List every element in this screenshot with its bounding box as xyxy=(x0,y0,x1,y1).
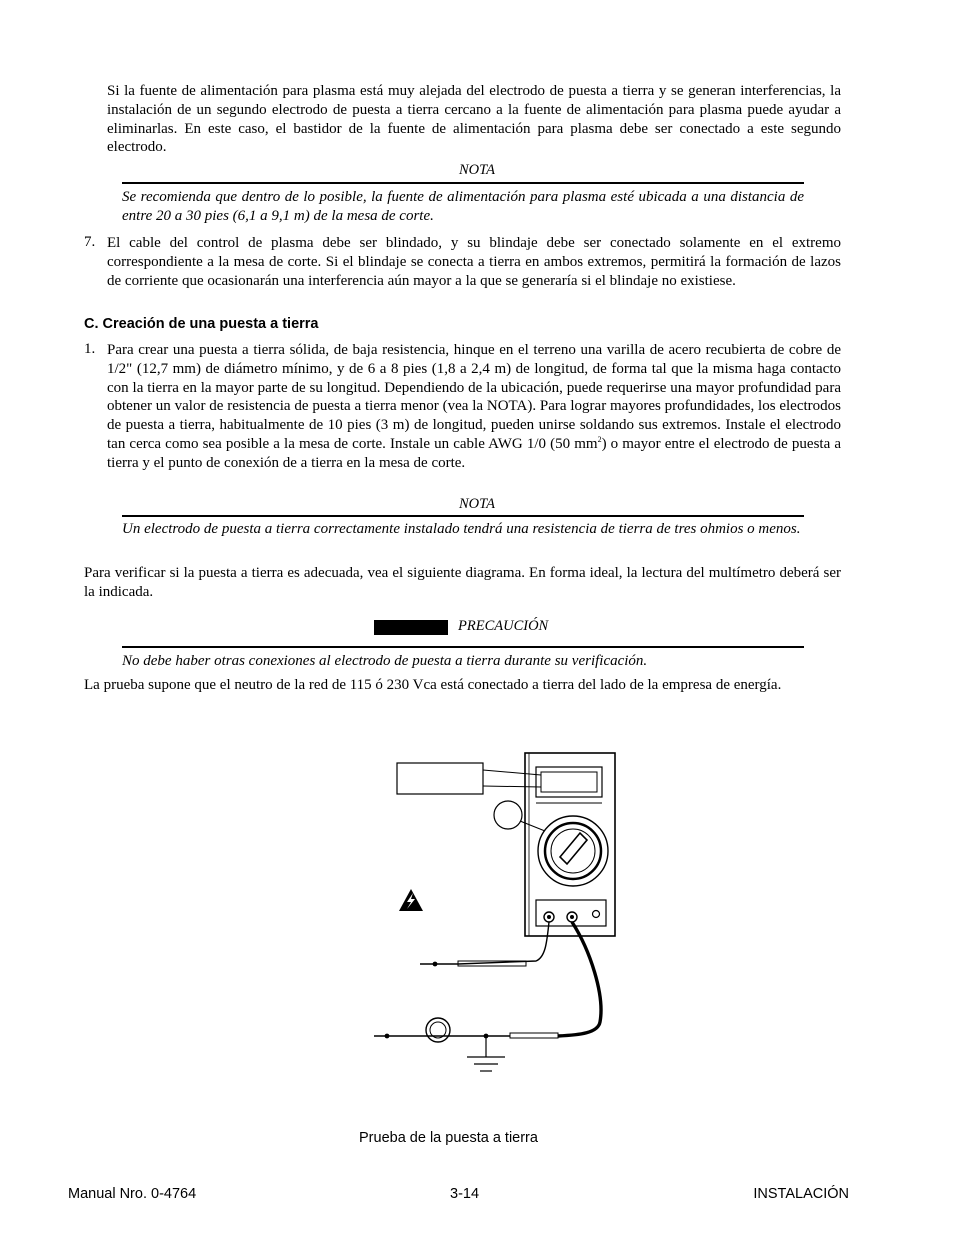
shock-warning-icon xyxy=(399,889,423,911)
note-1-label: NOTA xyxy=(459,162,495,178)
item-1-text xyxy=(107,341,841,473)
item-1-number: 1. xyxy=(84,341,96,357)
footer-section: INSTALACIÓN xyxy=(753,1186,849,1202)
multimeter-dial-outer xyxy=(538,816,608,886)
reading-callout xyxy=(397,763,483,794)
note-1-rule xyxy=(122,182,804,184)
ground-test-diagram xyxy=(360,745,620,1085)
multimeter-dial xyxy=(545,823,601,879)
dial-callout xyxy=(494,801,522,829)
item-1-superscript: 2 xyxy=(597,434,602,444)
note-2-rule xyxy=(122,515,804,517)
footer-page-number: 3-14 xyxy=(450,1186,480,1202)
caution-rule xyxy=(122,646,804,648)
figure-caption: Prueba de la puesta a tierra xyxy=(359,1130,538,1146)
test-paragraph: La prueba supone que el neutro de la red de 115 ó 230 Vca está conectado a tierra del lado de la empresa de energía. xyxy=(84,677,782,693)
caution-text: No debe haber otras conexiones al electrodo de puesta a tierra durante su verificación. xyxy=(122,653,648,669)
verify-paragraph: Para verificar si la puesta a tierra es adecuada, vea el siguiente diagrama. En forma ideal, la lectura del multímetro deberá ser la indicada. xyxy=(84,565,841,600)
section-c-heading: C. Creación de una puesta a tierra xyxy=(84,316,319,332)
caution-bar xyxy=(374,620,448,635)
note-2-label: NOTA xyxy=(459,496,495,512)
item-1-text-b: ) o mayor entre el electrodo de puesta a tierra y el punto de conexión de a tierra en la mesa de corte. xyxy=(107,435,841,471)
intro-paragraph: Si la fuente de alimentación para plasma está muy alejada del electrodo de puesta a tierra y se generan interferencias, la instalación de un segundo electrodo de puesta a tierra cercano a la fuente de alimentación para plasma puede ayudar a eliminarlas. En este caso, el bastidor de la fuente de alimentación para plasma debe ser conectado a este segundo electrodo. xyxy=(107,83,841,156)
caution-label: PRECAUCIÓN xyxy=(458,618,549,634)
item-7-text: El cable del control de plasma debe ser blindado, y su blindaje debe ser conectado solamente en el extremo correspondiente a la mesa de corte. Si el blindaje se conecta a tierra en ambos extremos, permitirá la formación de lazos de corriente que ocasionarán una interferencia aún mayor a la que se generaría si el blindaje no existiese. xyxy=(107,235,841,289)
note-1-text: Se recomienda que dentro de lo posible, la fuente de alimentación para plasma esté ubicada a una distancia de entre 20 a 30 pies (6,1 a 9,1 m) de la mesa de corte. xyxy=(122,189,804,224)
item-1-text-a: Para crear una puesta a tierra sólida, de baja resistencia, hinque en el terreno una varilla de acero recubierta de cobre de 1/2" (12,7 mm) de diámetro mínimo, y de 6 a 8 pies (1,8 a 2,4 m) de longitud, de forma tal que la misma haga contacto con la tierra en la mayor parte de su longitud. Dependiendo de la ubicación, puede requerirse una mayor profundidad para obtener un valor de resistencia de puesta a tierra menor (vea la NOTA). Para lograr mayores profundidades, los electrodos de puesta a tierra, habitualmente de 10 pies (3 m) de longitud, pueden unirse soldando sus extremos. Instale el electrodo tan cerca como sea posible a la mesa de corte. Instale un cable AWG 1/0 (50 mm xyxy=(107,342,841,452)
ground-symbol-icon xyxy=(467,1036,505,1071)
note-2-text: Un electrodo de puesta a tierra correctamente instalado tendrá una resistencia de tierra de tres ohmios o menos. xyxy=(122,521,801,537)
footer-manual-number: Manual Nro. 0-4764 xyxy=(68,1186,197,1202)
item-7-number: 7. xyxy=(84,234,96,250)
